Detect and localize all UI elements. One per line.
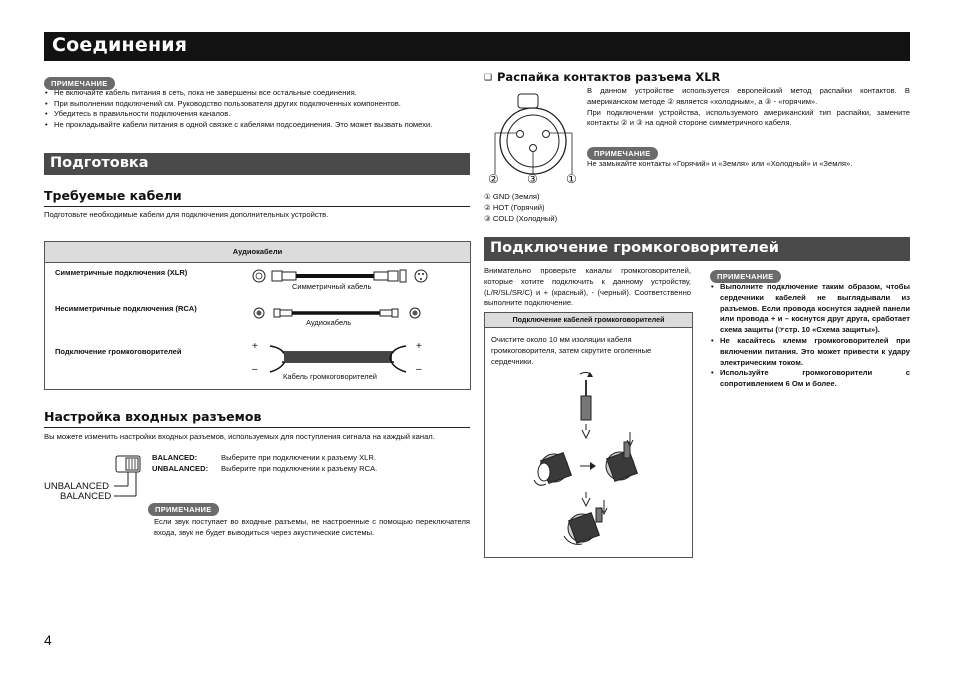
xlr-text-block: [587, 86, 910, 129]
input-note-text: Если звук поступает во входные разъемы, не настроенные с помощью переключателя входа, звук не будет выводиться через акустические системы.: [154, 517, 470, 537]
speaker-cable-caption: Кабель громкоговорителей: [283, 372, 377, 381]
switch-label-unbalanced: UNBALANCED: [44, 481, 109, 492]
plus-sign-left: +: [252, 341, 258, 352]
minus-sign-left: –: [252, 364, 258, 375]
xlr-note-text: Не замыкайте контакты «Горячий» и «Земля» или «Холодный» и «Земля».: [587, 159, 853, 168]
row-label-rca: Несимметричные подключения (RCA): [55, 304, 197, 313]
pin-cold: ③ COLD (Холодный): [484, 214, 558, 223]
unbalanced-key: UNBALANCED:: [152, 464, 209, 473]
speaker-box-header: Подключение кабелей громкоговорителей: [485, 313, 692, 328]
pin-callout-2: ②: [488, 172, 499, 186]
speaker-box-text: Очистите около 10 мм изоляции кабеля громкоговорителя, затем скрутите оголенные сердечники.: [491, 335, 652, 366]
list-item: • При выполнении подключений см. Руководство пользователя других подключенных компонентов.: [44, 99, 474, 110]
rca-cable-caption: Аудиокабель: [306, 318, 352, 327]
page-title: Соединения: [52, 34, 188, 56]
xlr-text-2: При подключении устройства, используемого американский тип распайки, замените контакты ② и ③ на одной стороне симметричного кабеля.: [587, 107, 910, 128]
minus-sign-right: –: [416, 364, 422, 375]
pin-list: [484, 191, 557, 224]
switch-label-balanced: BALANCED: [60, 491, 112, 502]
list-item: • Не включайте кабель питания в сеть, пока не завершены все остальные соединения.: [44, 88, 474, 99]
speaker-notes-list: [710, 282, 910, 390]
speaker-terminal-illustration: [530, 368, 650, 550]
unbalanced-desc: Выберите при подключении к разъему RCA.: [221, 464, 378, 473]
list-item: • Не прокладывайте кабели питания в одной связке с кабелями подсоединения. Это может вызвать помехи.: [44, 120, 474, 131]
divider: [44, 427, 470, 428]
xlr-text-1: В данном устройстве используется европейский метод распайки контактов. В американском методе ② является «холодным», а ③ - «горячим».: [587, 86, 910, 106]
list-item: • Не касайтесь клемм громкоговорителей при включении питания. Это может привести к удару электрическим током.: [710, 336, 910, 368]
list-item: • Используйте громкоговорители с сопротивлением 6 Ом и более.: [710, 368, 910, 390]
prep-section-bar: [44, 153, 470, 175]
note-label: ПРИМЕЧАНИЕ: [44, 77, 115, 90]
balanced-desc: Выберите при подключении к разъему XLR.: [221, 453, 376, 462]
note-label: ПРИМЕЧАНИЕ: [710, 270, 781, 283]
xlr-heading: Распайка контактов разъема XLR: [497, 70, 721, 84]
pin-gnd: ① GND (Земля): [484, 192, 540, 201]
checkbox-icon: ❑: [484, 72, 493, 82]
pin-hot: ② HOT (Горячий): [484, 203, 545, 212]
divider: [44, 206, 470, 207]
input-note-badge: [148, 499, 219, 517]
list-item: • Убедитесь в правильности подключения каналов.: [44, 109, 474, 120]
top-notes-list: [44, 88, 474, 130]
balanced-key: BALANCED:: [152, 453, 198, 462]
page-title-bar: [44, 32, 910, 61]
list-item: • Выполните подключение таким образом, чтобы сердечники кабелей не выглядывали из разъемов. Если провода коснутся задней панели или провода + и – коснутся друг друга, сработает схема защиты (☞стр. 10 «Схема защиты»).: [710, 282, 910, 336]
speaker-intro: Внимательно проверьте каналы громкоговорителей, которые хотите подключить к данному устройству, (L/R/SL/SR/C) и + (красный), - (черный). Соответственно выполните подключение.: [484, 266, 691, 308]
table-header: Аудиокабели: [45, 242, 470, 263]
input-switch-illustration: [112, 454, 144, 502]
pin-callout-3: ③: [527, 172, 538, 186]
input-heading: Настройка входных разъемов: [44, 409, 262, 424]
plus-sign-right: +: [416, 341, 422, 352]
row-label-speaker: Подключение громкоговорителей: [55, 347, 182, 356]
xlr-cable-caption: Симметричный кабель: [292, 282, 372, 291]
speaker-section-bar: [484, 237, 910, 261]
input-text: Вы можете изменить настройки входных разъемов, используемых для поступления сигнала на каждый канал.: [44, 432, 435, 441]
note-label: ПРИМЕЧАНИЕ: [587, 147, 658, 160]
pin-callout-1: ①: [566, 172, 577, 186]
note-label: ПРИМЕЧАНИЕ: [148, 503, 219, 516]
page-number: 4: [44, 632, 52, 648]
cables-heading: Требуемые кабели: [44, 188, 182, 203]
prep-title: Подготовка: [50, 155, 149, 171]
cables-text: Подготовьте необходимые кабели для подключения дополнительных устройств.: [44, 210, 329, 219]
row-label-xlr: Симметричные подключения (XLR): [55, 268, 188, 277]
speaker-title: Подключение громкоговорителей: [490, 240, 779, 256]
